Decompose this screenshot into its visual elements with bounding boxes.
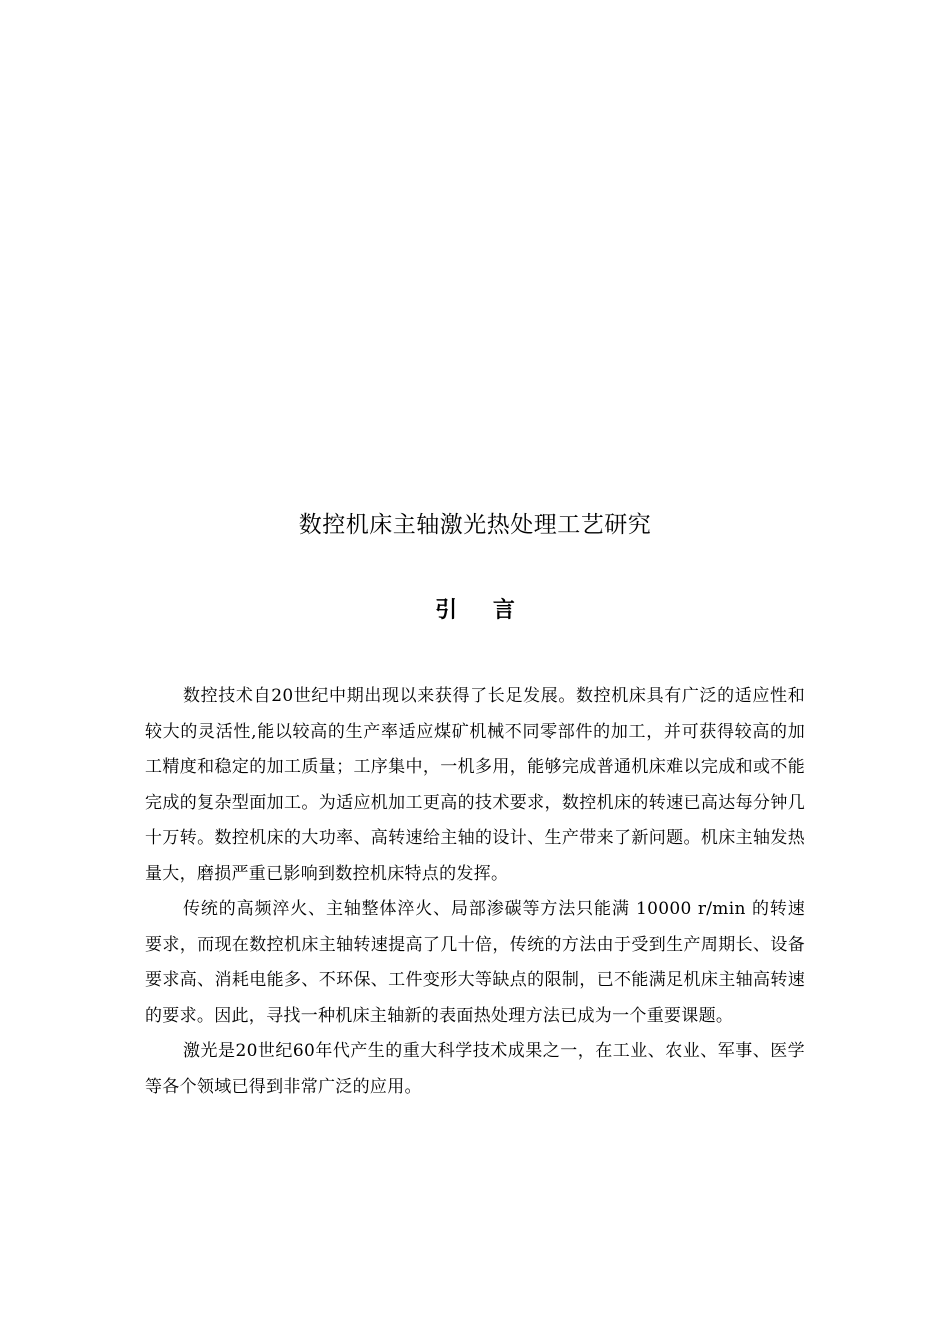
document-title: 数控机床主轴激光热处理工艺研究 [298, 512, 652, 538]
body-text [145, 679, 805, 1105]
paragraph-2: 传统的高频淬火、主轴整体淬火、局部渗碳等方法只能满 10000 r/min 的转速要求，而现在数控机床主轴转速提高了几十倍，传统的方法由于受到生产周期长、设备要求高、消耗电能多、不环保、工件变形大等缺点的限制，已不能满足机床主轴高转速的要求。因此，寻找一种机床主轴新的表面热处理方法已成为一个重要课题。 [145, 899, 805, 1026]
paragraph-3: 激光是20世纪60年代产生的重大科学技术成果之一，在工业、农业、军事、医学等各个领域已得到非常广泛的应用。 [145, 1041, 805, 1097]
paragraph-1: 数控技术自20世纪中期出现以来获得了长足发展。数控机床具有广泛的适应性和较大的灵活性,能以较高的生产率适应煤矿机械不同零部件的加工，并可获得较高的加工精度和稳定的加工质量；工序集中，一机多用，能够完成普通机床难以完成和或不能完成的复杂型面加工。为适应机加工更高的技术要求，数控机床的转速已高达每分钟几十万转。数控机床的大功率、高转速给主轴的设计、生产带来了新问题。机床主轴发热量大，磨损严重已影响到数控机床特点的发挥。 [145, 686, 805, 884]
section-heading-introduction: 引 言 [435, 598, 529, 623]
